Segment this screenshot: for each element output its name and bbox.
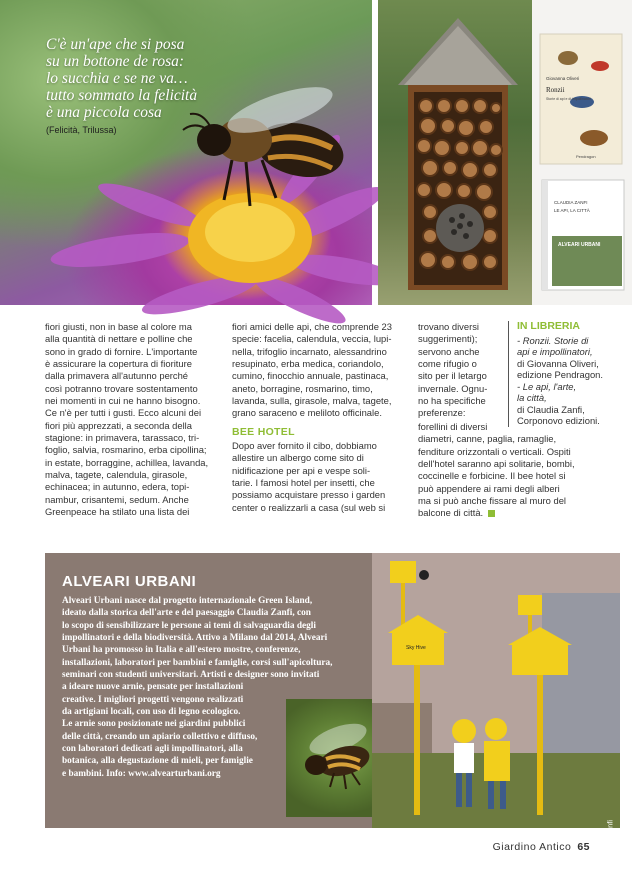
body-line: fiori più apprezzati, a seconda della: [45, 419, 192, 431]
body-line-end: balcone di città.: [418, 507, 484, 519]
box-line: seminari con studenti universitari. Artisti e designer sono invitati: [62, 670, 320, 681]
body-line: lavanda, sulla, girasole, malva, tagete,: [232, 395, 392, 407]
body-line: fiori giusti, non in base al colore ma: [45, 321, 192, 332]
book2-title: ALVEARI URBANI: [558, 242, 601, 248]
body-line: nidificazione per api e vespe soli-: [232, 464, 371, 476]
article-column-2: [232, 321, 412, 514]
magazine-name: Giardino Antico: [492, 841, 572, 853]
body-line: servono anche: [418, 345, 480, 357]
body-line: nella, trifoglio incarnato, alessandrino: [232, 345, 387, 357]
box-line: installazioni, laboratori per bambini e famiglie, corsi sull'apicoltura,: [62, 657, 333, 668]
quote-line: su un bottone de rosa:: [46, 53, 185, 70]
box-line: con laboratori dedicati agli impollinatori, alla: [62, 744, 243, 755]
body-line: fenditure orizzontali o verticali. Ospiti: [418, 445, 571, 457]
page-number: 65: [577, 841, 590, 853]
books-photo: [532, 0, 632, 305]
body-line: alla quantità di nettare e polline che: [45, 333, 193, 345]
body-line: malva, tagete, calendula, girasole,: [45, 469, 188, 481]
bee-hotel-heading: BEE HOTEL: [232, 425, 295, 438]
body-line: cumino, finocchio annuale, pastinaca,: [232, 370, 389, 382]
body-line: dalla primavera all'autunno perché: [45, 370, 189, 382]
article-column-3-continued: [418, 421, 575, 520]
page-footer: [493, 841, 590, 853]
bee-hotel-illustration: [378, 0, 532, 305]
hive-sign-text: Sky Hive: [406, 645, 426, 651]
quote-line: lo succhia e se ne va…: [46, 70, 188, 87]
body-line: Dopo aver fornito il cibo, dobbiamo: [232, 440, 377, 452]
quote-line: è una piccola cosa: [46, 104, 162, 121]
book2-title-line: la città,: [517, 392, 547, 403]
article-end-square-icon: [488, 510, 495, 517]
body-line: diametri, canne, paglia, ramaglie,: [418, 433, 557, 445]
body-line: echinacea; in autunno, edera, topi-: [45, 481, 190, 493]
body-line: nei momenti in cui ne hanno bisogno.: [45, 395, 201, 407]
body-line: tarie. I famosi hotel per insetti, che: [232, 477, 375, 489]
box-line: impollinatori e della biodiversità. Attivo a Milano dal 2014, Alveari: [62, 633, 328, 644]
box-line: delle città, creando un apiario collettivo e diffuso,: [62, 731, 258, 742]
body-line: foglio, salvia, rosmarino, erba cipollina;: [45, 444, 207, 456]
quote-line: C'è un'ape che si posa: [46, 36, 185, 53]
box-line: e bambini. Info: www.alvearturbani.org: [62, 768, 221, 779]
alveari-urbani-title: ALVEARI URBANI: [62, 573, 197, 590]
book2-title-line: - Le api, l'arte,: [517, 380, 577, 392]
book-covers: [532, 0, 632, 305]
bee-hotel-photo: [378, 0, 532, 305]
book1-title: Ronzii: [546, 86, 565, 94]
box-line: lo scopo di sensibilizzare le persone ai temi di salvaguardia degli: [62, 620, 316, 631]
book2-author-line: Corponovo edizioni.: [517, 415, 600, 426]
body-line: center o realizzarli a casa (sul web si: [232, 501, 386, 513]
book1-author: Giovanna Oliveri: [546, 76, 580, 81]
article-column-1: [45, 321, 225, 519]
book2-author-line: di Claudia Zanfi,: [517, 403, 585, 415]
libreria-heading: IN LIBRERIA: [517, 320, 580, 332]
body-line: può appendere ai rami degli alberi: [418, 482, 560, 494]
body-line: specie: facelia, calendula, veccia, lupi-: [232, 333, 392, 345]
body-line: preferenze:: [418, 407, 466, 419]
body-line: allestire un albergo come sito di: [232, 452, 364, 464]
photo-credit: Foto Claudia Zanfi: [605, 820, 614, 881]
book1-title-line: - Ronzii. Storie di: [517, 334, 589, 346]
bee-on-aster-photo: [0, 0, 372, 305]
box-line: Urbani ha promosso in Italia e all'estero mostre, conferenze,: [62, 645, 301, 656]
box-line: Alveari Urbani nasce dal progetto internazionale Green Island,: [62, 596, 313, 606]
book1-title-line: api e impollinatori,: [517, 346, 593, 357]
body-line: ma si può anche fissare al muro del: [418, 495, 566, 507]
box-line: ideato dalla storica dell'arte e del paesaggio Claudia Zanfi, con: [62, 608, 311, 619]
book1-author-line: edizione Pendragon.: [517, 369, 604, 380]
book2-spine-title: LE API, LA CITTÀ: [554, 208, 590, 213]
book2-author: CLAUDIA ZANFI: [554, 200, 588, 205]
body-line: Greenpeace ha stilato una lista dei: [45, 506, 190, 518]
body-line: fiori amici delle api, che comprende 23: [232, 321, 392, 332]
body-line: sono in grado di fornire. L'importante: [45, 345, 198, 357]
book1-author-line: di Giovanna Oliveri,: [517, 357, 599, 369]
body-line: no ha specifiche: [418, 395, 486, 407]
quote-source: (Felicità, Trilussa): [46, 125, 117, 135]
body-line: è assicurare la copertura di fioriture: [45, 358, 192, 370]
body-line: invernale. Ognu-: [418, 382, 488, 394]
last-body-line: [418, 507, 575, 519]
body-line: trovano diversi: [418, 321, 479, 332]
body-line: in estate, borraggine, achillea, lavanda,: [45, 456, 209, 468]
body-line: suggerimenti);: [418, 333, 478, 345]
body-line: nambur, crisantemi, sedum. Anche: [45, 493, 189, 505]
in-libreria-sidebar: [508, 321, 632, 427]
book1-publisher: Pendragon: [576, 154, 596, 159]
box-line: da artigiani locali, con uso di legno ecologico.: [62, 707, 241, 718]
book1-subtitle: Storie di api e di impollinatori: [546, 97, 591, 101]
trilussa-quote: [46, 36, 256, 121]
yellow-hives-illustration: [372, 553, 620, 828]
body-line: forellini di diversi: [418, 421, 488, 432]
box-line: botanica, alla degustazione di mieli, per famiglie: [62, 756, 253, 767]
body-line: aneto, borragine, rosmarino, timo,: [232, 382, 373, 394]
body-line: dell'hotel saranno api solitarie, bombi,: [418, 458, 575, 470]
body-line: coccinelle e forbicine. Il bee hotel si: [418, 470, 566, 482]
body-line: Ce n'è per tutti i gusti. Ecco alcuni dei: [45, 407, 202, 419]
box-line: Le arnie sono posizionate nei giardini pubblici: [62, 719, 246, 730]
article-column-3: [418, 321, 508, 420]
body-line: possiamo acquistare presso i garden: [232, 489, 386, 501]
box-line: a ideare nuove arnie, pensate per installazioni: [62, 682, 244, 693]
body-line: grano saraceno e meliloto officinale.: [232, 407, 382, 419]
body-line: stagione: in primavera, tarassaco, tri-: [45, 432, 200, 444]
body-line: così potranno trovare sostentamento: [45, 382, 198, 394]
quote-line: tutto sommato la felicità: [46, 87, 198, 104]
box-line: creative. I migliori progetti vengono realizzati: [62, 694, 244, 705]
body-line: sito per il letargo: [418, 370, 487, 382]
body-line: resupinato, erba medica, coriandolo,: [232, 358, 384, 370]
body-line: come rifugio o: [418, 358, 477, 370]
